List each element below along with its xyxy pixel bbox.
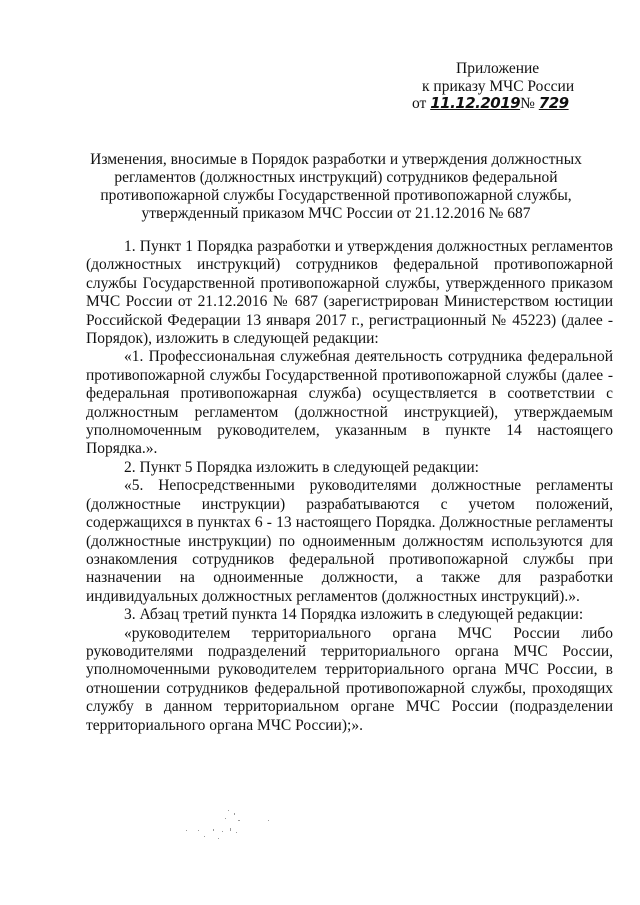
paragraph-quote-1: «1. Профессиональная служебная деятельность сотрудника федеральной противопожарной службы Государственной противопожарной службы (далее - федеральная противопожарная служба) осуществляется в соответствии с должностным регламентом (должностной инструкцией), утверждаемым уполномоченным руководителем, указанным в пункте 14 настоящего Порядка.». [86, 348, 613, 458]
annex-title: Приложение [456, 60, 540, 77]
paragraph-quote-14: «руководителем территориального органа МЧС России либо руководителями подразделений территориального органа МЧС России, уполномоченными руководителем территориального органа МЧС России, в отношении сотрудников федеральной противопожарной службы, проходящих службу в данном территориальном органе МЧС России (подразделении территориального органа МЧС России);». [86, 624, 613, 734]
paragraph-item-1: 1. Пункт 1 Порядка разработки и утверждения должностных регламентов (должностных инструкций) сотрудников федеральной противопожарной службы Государственной противопожарной службы, утвержденного приказом МЧС России от 21.12.2016 № 687 (зарегистрирован Министерством юстиции Российской Федерации 13 января 2017 г., регистрационный № 45223) (далее - Порядок), изложить в следующей редакции: [86, 238, 613, 348]
annex-order-reference: к приказу МЧС России [422, 77, 575, 95]
annex-number-prefix: № [520, 95, 535, 112]
annex-date-number-line [412, 95, 612, 113]
paragraph-item-2: 2. Пункт 5 Порядка изложить в следующей редакции: [124, 458, 479, 476]
annex-date-prefix: от [412, 95, 427, 112]
document-title: Изменения, вносимые в Порядок разработки и утверждения должностных регламентов (должностных инструкций) сотрудников федеральной противопожарной службы Государственной противопожарной службы, утвержденный приказом МЧС России от 21.12.2016 № 687 [90, 151, 582, 222]
paragraph-item-3: 3. Абзац третий пункта 14 Порядка изложить в следующей редакции: [124, 606, 584, 624]
paragraph-quote-5: «5. Непосредственными руководителями должностные регламенты (должностные инструкции) разрабатываются с учетом положений, содержащихся в пунктах 6 - 13 настоящего Порядка. Должностные регламенты (должностные инструкции) по одноименным должностям используются для ознакомления сотрудников федеральной противопожарной службы при назначении на одноименные должности, а также для разработки индивидуальных должностных регламентов (должностных инструкций).». [86, 477, 613, 605]
document-body [86, 238, 613, 735]
annex-header [412, 60, 612, 113]
handwritten-date: 11.12.2019 [430, 94, 521, 112]
scan-noise-marks [178, 808, 278, 848]
handwritten-order-number: 729 [538, 94, 569, 112]
